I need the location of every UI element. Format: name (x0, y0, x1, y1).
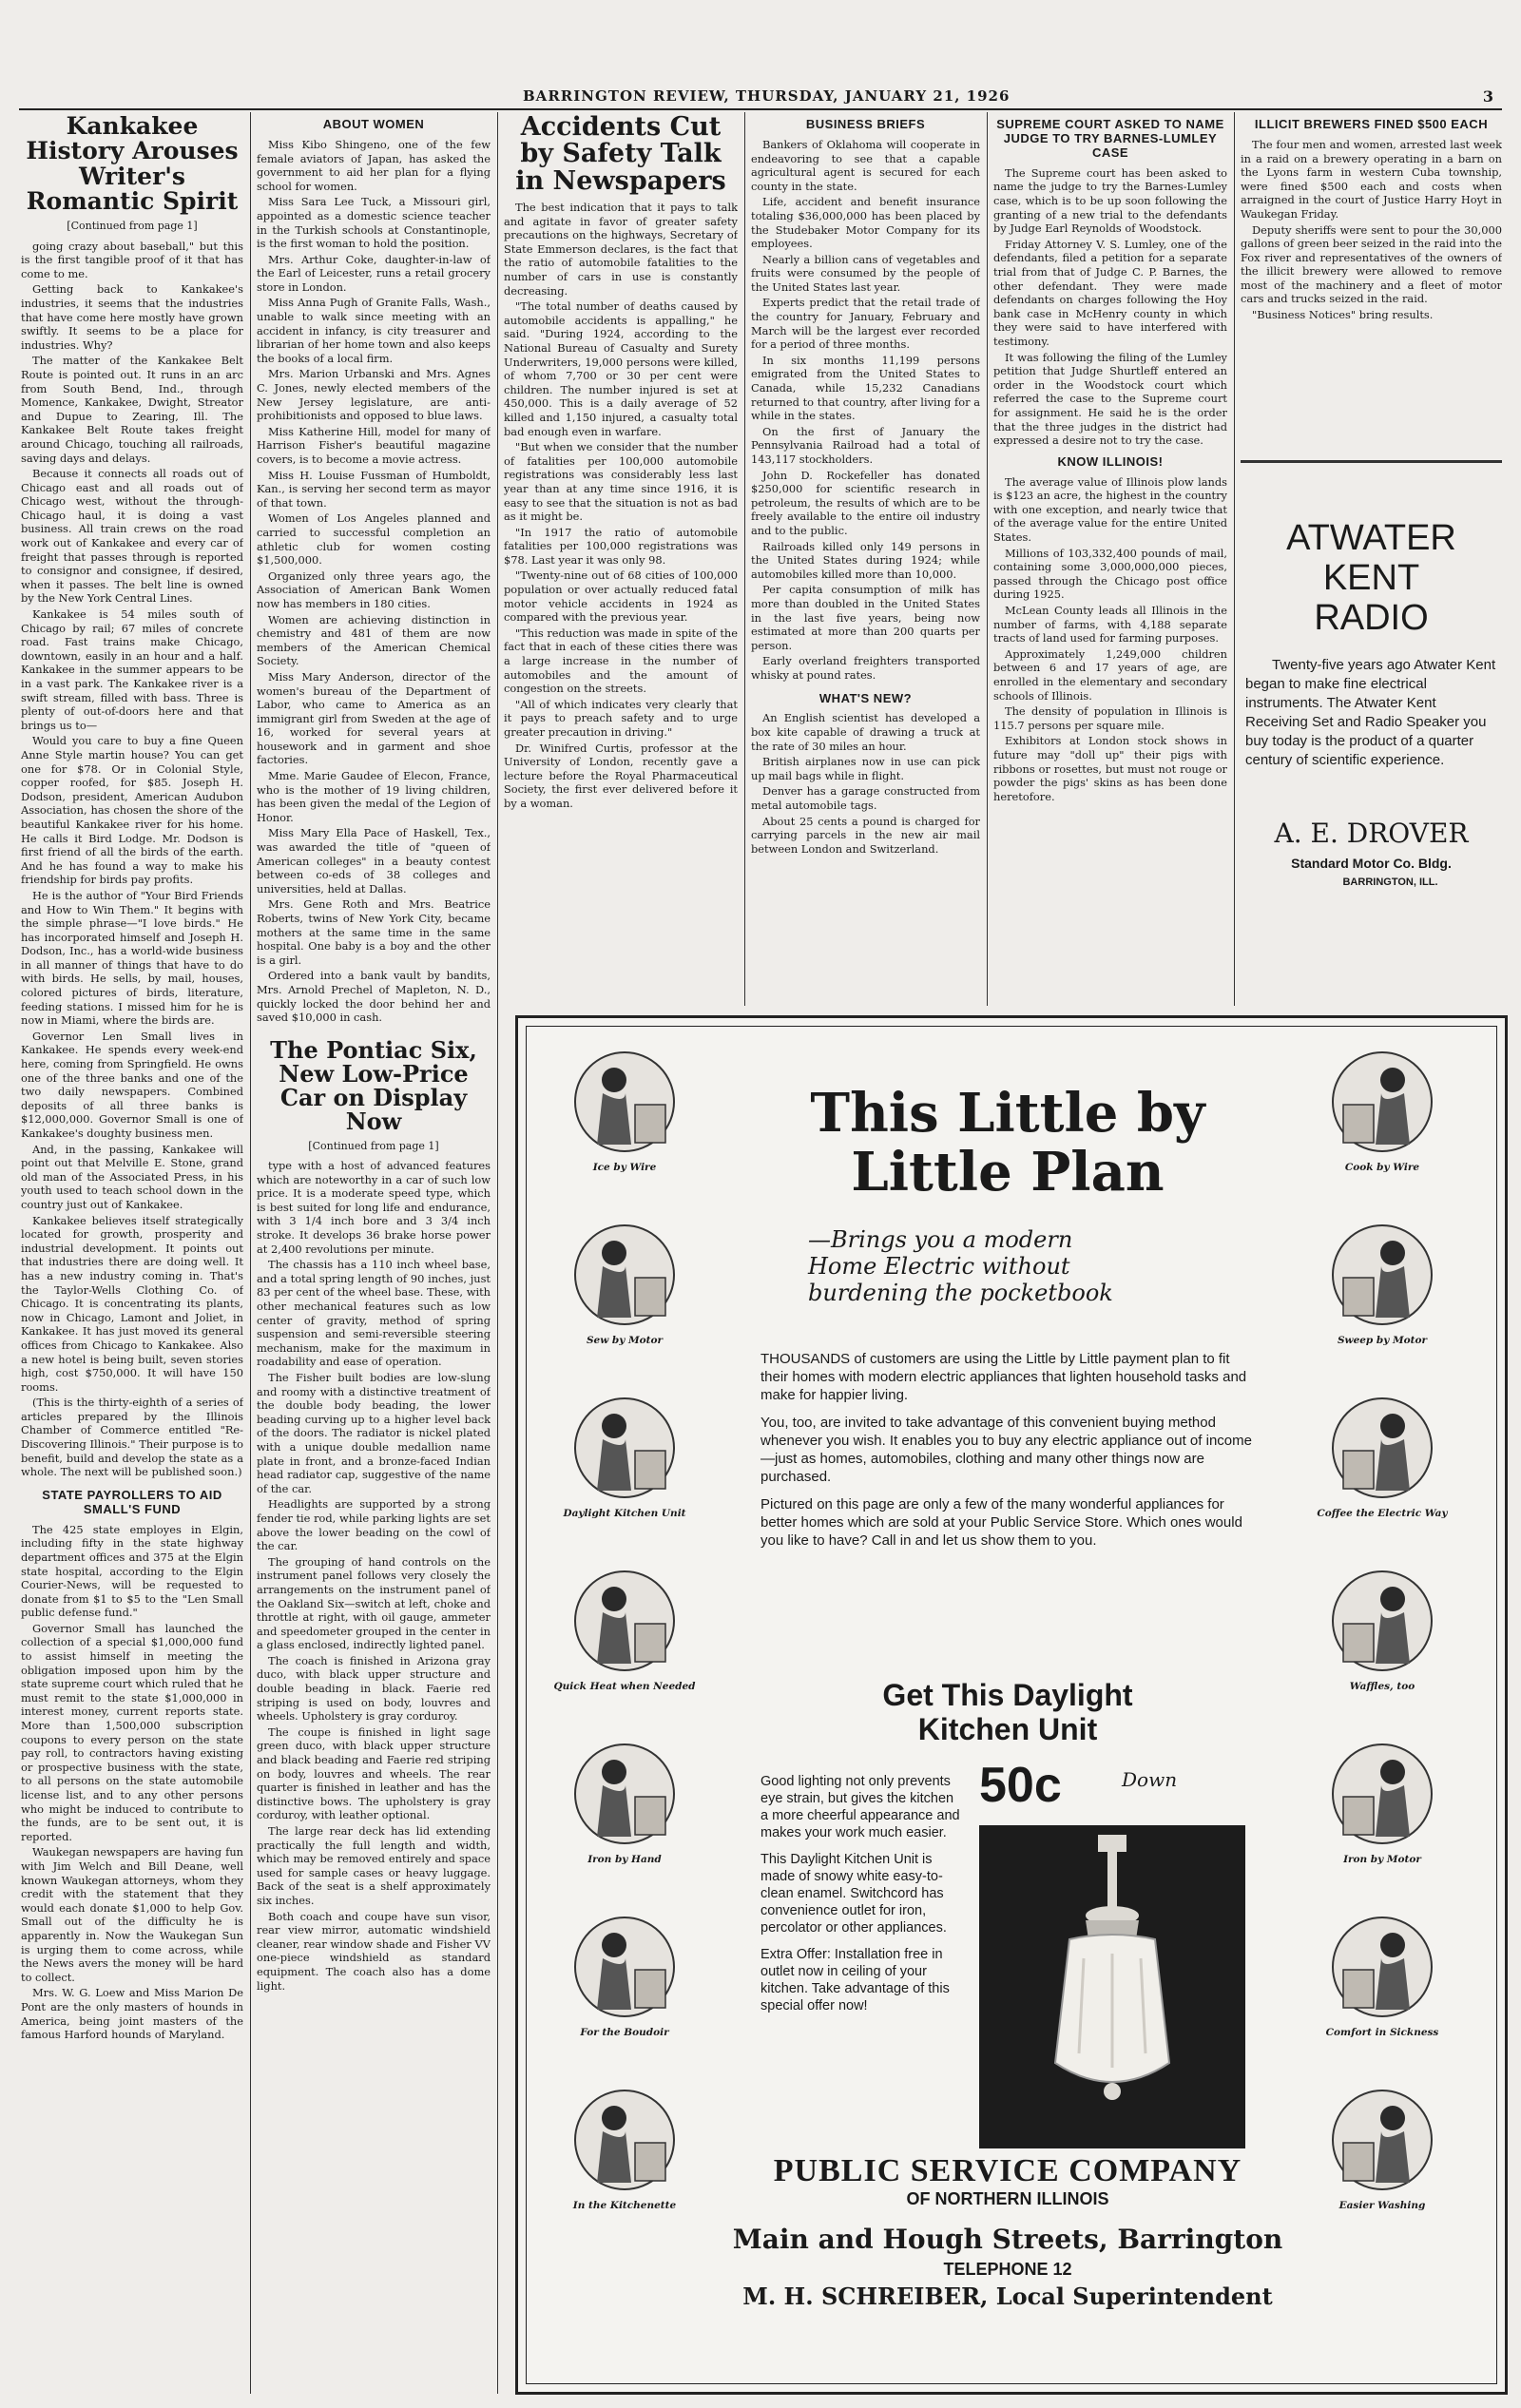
column-accidents (504, 114, 738, 1003)
women-body (257, 138, 491, 1025)
illustration-caption: Sew by Motor (586, 1335, 664, 1346)
accidents-body (504, 201, 738, 811)
column-rule (744, 112, 745, 1006)
paragraph: The average value of Illinois plow lands is $123 an acre, the highest in the country with one exception, and nearly twice that of the average value for the entire United States. (993, 474, 1227, 544)
paragraph: Miss Kibo Shingeno, one of the few female aviators of Japan, has asked the government to aid her plan for a flying school for women. (257, 137, 491, 193)
paragraph: Governor Small has launched the collection of a special $1,000,000 fund to assist himself in meeting the obligation imposed upon him by the state supreme court which ruled that he must remit to the state $1,000,000 in interest money, current reports state. More than 1,500,000 subscription coupons to every person on the state pay roll, to contractors having existing or prospective business with the state, to all persons on the state automobile license list, and to any other persons who might be induced to contribute to the funds, are to be sent out, it is reported. (21, 1621, 243, 1843)
paragraph: Exhibitors at London stock shows in future may "doll up" their pigs with ribbons or rosettes, but must not rouge or powder the pigs' skins as has been done heretofore. (993, 734, 1227, 803)
appliance-illustration (568, 1911, 681, 2023)
illustration-caption: In the Kitchenette (572, 2200, 677, 2211)
appliance-illustration (1326, 1738, 1438, 1850)
paragraph: Millions of 103,332,400 pounds of mail, containing some 3,000,000,000 pieces, passed through the Chicago post office during 1925. (993, 546, 1227, 602)
paragraph: "This reduction was made in spite of the fact that in each of these cities there was a large increase in the number of automobiles and the amount of congestion on the streets. (504, 626, 738, 696)
brewers-body (1241, 138, 1502, 322)
illustration-caption: Comfort in Sickness (1325, 2027, 1439, 2038)
column-women-pontiac (257, 114, 491, 2391)
continued-note: [Continued from page 1] (308, 1139, 439, 1152)
paragraph: "All of which indicates very clearly that it pays to preach safety and to urge greater precaution in driving." (504, 697, 738, 739)
paragraph: Deputy sheriffs were sent to pour the 30,000 gallons of green beer seized in the raid into the Fox river and representatives of the owners of the illicit brewery were allowed to remove most of the machinery and a fleet of motor cars and trucks seized in the raid. (1241, 222, 1502, 306)
paragraph: Kankakee is 54 miles south of Chicago by rail; 67 miles of concrete road. Fast trains make Chicago, downtown, easily in an hour and a half. Kankakee in the summer appears to be in a vast park. The Kankakee river is a swift stream, filled with bass. Three is plenty of out-of-doors here and that brings us to— (21, 607, 243, 732)
brewers-headline: ILLICIT BREWERS FINED $500 EACH (1254, 117, 1489, 131)
paragraph: Would you care to buy a fine Queen Anne Style martin house? You can get one for $78. Or in Colonial Style, copper roofed, for $85. Joseph H. Dodson, president, American Audubon Association, has chosen the shore of the beautiful Kankakee river for his home. He calls it Bird Lodge. Mr. Dodson is first friend of all the birds of the earth. And he has found a way to make his friendship for birds pay profits. (21, 734, 243, 887)
paragraph: McLean County leads all Illinois in the number of farms, with 4,188 separate tracts of land used for farming purposes. (993, 603, 1227, 645)
payrollers-headline: STATE PAYROLLERS TO AID SMALL'S FUND (42, 1487, 222, 1516)
paragraph: Miss Katherine Hill, model for many of Harrison Fisher's beautiful magazine covers, is to become a movie actress. (257, 424, 491, 466)
paragraph: Approximately 1,249,000 children between 6 and 17 years of age, are enrolled in the elementary and secondary schools of Illinois. (993, 646, 1227, 703)
paragraph: British airplanes now in use can pick up mail bags while in flight. (751, 755, 980, 782)
paragraph: The Fisher built bodies are low-slung and roomy with a distinctive treatment of the double body beading, the lower beading curving up to a higher level back of the doors. The radiator is nickel plated with a unique double medallion name plate in front, and a bronze-faced Indian head radiator cap, suggestive of the name of the car. (257, 1371, 491, 1495)
page-number: 3 (1482, 87, 1494, 106)
know-illinois-headline: KNOW ILLINOIS! (1057, 453, 1164, 469)
ad-subhead (808, 1226, 1207, 1306)
appliance-illustration (1326, 1046, 1438, 1158)
appliance-illustration (568, 1392, 681, 1504)
paragraph: Nearly a billion cans of vegetables and fruits were consumed by the people of the United States last year. (751, 252, 980, 294)
pontiac-body (257, 1159, 491, 1993)
paragraph: Bankers of Oklahoma will cooperate in endeavoring to see that a capable agricultural agent is secured for each county in the state. (751, 137, 980, 193)
paragraph: Women are achieving distinction in chemistry and 481 of them are now members of the American Chemical Society. (257, 612, 491, 668)
paragraph: Per capita consumption of milk has more than doubled in the United States in the last five years, being now estimated at more than 200 quarts per person. (751, 583, 980, 652)
whats-new-headline: WHAT'S NEW? (818, 690, 913, 705)
offer-price: 50c (979, 1758, 1062, 1813)
supreme-headline: SUPREME COURT ASKED TO NAME JUDGE TO TRY BARNES-LUMLEY CASE (996, 117, 1224, 160)
paragraph: type with a host of advanced features which are noteworthy in a car of such low price. It is a moderate speed type, which is best suited for long life and endurance, with 3 1/4 inch bore and 3 3/4 inch stroke. It develops 36 brake horse power at 2,400 revolutions per minute. (257, 1159, 491, 1256)
payrollers-body (21, 1523, 243, 2042)
whats-new-body (751, 711, 980, 856)
kitchen-lamp-illustration (979, 1825, 1245, 2148)
illustration-caption: Waffles, too (1349, 1681, 1415, 1692)
appliance-illustration (568, 1565, 681, 1677)
company-telephone: TELEPHONE 12 (943, 2260, 1072, 2279)
column-rule (987, 112, 988, 1006)
atwater-body: Twenty-five years ago Atwater Kent began to make fine electrical instruments. The Atwater Kent Receiving Set and Radio Speaker you buy today is the product of a quarter century of scientific experience. (1245, 657, 1496, 768)
ad-paragraph: Pictured on this page are only a few of the many wonderful appliances for better homes which are sold at your Public Service Store. Which ones would you like to have? Call in and let us show them to you. (760, 1496, 1242, 1549)
paragraph: Because it connects all roads out of Chicago east and all roads out of Chicago west, without the through-Chicago haul, it is doing a vast business. All train crews on the road work out of Kankakee and every car of freight that passes through is reported to consignor and consignee, if desired, when it passes. The belt line is owned by the New York Central Lines. (21, 467, 243, 606)
paragraph: Miss Mary Ella Pace of Haskell, Tex., was awarded the title of "queen of American colleges" in a beauty contest between co-eds of 38 colleges and universities, held at Dallas. (257, 826, 491, 896)
illustration-caption: For the Boudoir (580, 2027, 669, 2038)
ad-headline: This Little by Little Plan (810, 1082, 1205, 1204)
appliance-illustration (568, 2084, 681, 2196)
offer-headline-line: Get This Daylight (882, 1678, 1133, 1712)
appliance-illustration (568, 1219, 681, 1331)
appliance-illustration (568, 1738, 681, 1850)
atwater-town: BARRINGTON, ILL. (1342, 877, 1438, 888)
illustration-caption: Sweep by Motor (1337, 1335, 1428, 1346)
paragraph: Ordered into a bank vault by bandits, Mrs. Arnold Prechel of Mapleton, N. D., quickly locked the door behind her and saved $10,000 in cash. (257, 969, 491, 1025)
paragraph: Friday Attorney V. S. Lumley, one of the defendants, filed a petition for a separate trial from that of Judge C. P. Barnes, the other defendant. They were made defendants on charges following the Hoy bank case in McHenry county in which they were said to have interfered with testimony. (993, 237, 1227, 348)
paragraph: Mme. Marie Gaudee of Elecon, France, who is the mother of 19 living children, has been given the medal of the Legion of Honor. (257, 769, 491, 824)
paragraph: "In 1917 the ratio of automobile fatalities per 100,000 registrations was $78. Last year it was only 98. (504, 525, 738, 567)
paragraph: "The total number of deaths caused by automobile accidents is appalling," he said. "During 1924, according to the National Bureau of Casualty and Surety Underwriters, 19,000 persons were killed, of whom 7,700 or 30 per cent were children. The number injured is set at 450,000. This is a daily average of 52 killed and 1,150 injured, a casualty total bad enough even in warfare. (504, 299, 738, 438)
offer-headline (760, 1678, 1255, 1746)
paragraph: The 425 state employes in Elgin, including fifty in the state highway department offices and 375 at the Elgin state hospital, according to the Elgin Courier-News, will be requested to donate from $1 to $5 to the "Len Small public defense fund." (21, 1522, 243, 1620)
paragraph: Mrs. Arthur Coke, daughter-in-law of the Earl of Leicester, runs a retail grocery store in London. (257, 252, 491, 294)
divider (1241, 460, 1502, 463)
paragraph: He is the author of "Your Bird Friends and How to Win Them." It begins with the simple phrase—"I love birds." He has incorporated himself and Joseph H. Dodson, Inc., has a world-wide business in all manner of things that have to do with birds. He sells, by mail, houses, colored pictures of birds, literature, feeding stations. I missed him for he is now in Miami, where the birds are. (21, 888, 243, 1028)
paragraph: Dr. Winifred Curtis, professor at the University of London, recently gave a lecture before the Royal Pharmaceutical Society, the first ever delivered before it by a woman. (504, 741, 738, 810)
paragraph: Organized only three years ago, the Association of American Bank Women now has members in 180 cities. (257, 568, 491, 610)
pontiac-headline: The Pontiac Six, New Low-Price Car on Display Now (270, 1035, 477, 1136)
column-rule (497, 112, 498, 2394)
column-rule (1234, 112, 1235, 1006)
paragraph: On the first of January the Pennsylvania Railroad had a total of 143,117 stockholders. (751, 424, 980, 466)
paragraph: Miss Anna Pugh of Granite Falls, Wash., unable to walk since meeting with an accident in infancy, is city treasurer and librarian of her home town and also keeps the books of a local firm. (257, 296, 491, 365)
paragraph: Getting back to Kankakee's industries, it seems that the industries that have come here mostly have grown swiftly. It seems to be a place for industries. Why? (21, 282, 243, 352)
paragraph: Kankakee believes itself strategically located for growth, prosperity and industrial development. It points out that industries there are doing well. It has a new industry coming in. That's the Taylor-Wells Clothing Co. of Chicago. It is concentrating its plants, now in Chicago, Lamont and Joliet, in Kankakee. It has just moved its general offices from Chicago to Kankakee. Also a new hotel is being built, seven stories high, cost $750,000. It will have 150 rooms. (21, 1213, 243, 1394)
appliance-illustration (1326, 2084, 1438, 2196)
paragraph: The four men and women, arrested last week in a raid on a brewery operating in a barn on the Lyons farm in western Cuba township, were fined $500 each and costs when arraigned in the court of Justice Harry Hoyt in Waukegan Friday. (1241, 137, 1502, 221)
paragraph: The chassis has a 110 inch wheel base, and a total spring length of 90 inches, just 83 per cent of the wheel base. These, with other mechanical features such as low center of gravity, method of spring suspension and semi-reversible steering mechanism, make for the maximum in roadability and ease of operation. (257, 1258, 491, 1369)
paragraph: Mrs. Marion Urbanski and Mrs. Agnes C. Jones, newly elected members of the New Jersey legislature, are anti-prohibitionists and opposed to blue laws. (257, 367, 491, 423)
company-superintendent: M. H. SCHREIBER, Local Superintendent (742, 2283, 1273, 2310)
atwater-address: Standard Motor Co. Bldg. (1291, 856, 1452, 871)
ad-paragraph: THOUSANDS of customers are using the Little by Little payment plan to fit their homes with modern electric appliances that lighten household tasks and make for happier living. (760, 1351, 1247, 1403)
business-body (751, 138, 980, 683)
illustration-caption: Cook by Wire (1344, 1162, 1420, 1173)
paragraph: "Business Notices" bring results. (1252, 308, 1434, 322)
women-headline: ABOUT WOMEN (322, 117, 425, 131)
paragraph: Early overland freighters transported whisky at pound rates. (751, 654, 980, 682)
offer-price-suffix: Down (1122, 1768, 1178, 1791)
paragraph: The grouping of hand controls on the instrument panel follows very closely the arrangements on the instrument panel of the Oakland Six—switch at left, choke and throttle at right, with oil gauge, ammeter and speedometer grouped in the center in a glass enclosed, indirectly lighted panel. (257, 1554, 491, 1652)
kankakee-headline: Kankakee History Arouses Writer's Romantic Spirit (26, 114, 239, 215)
appliance-illustration (1326, 1392, 1438, 1504)
supreme-body (993, 166, 1227, 448)
column-kankakee (21, 114, 243, 2391)
illustration-caption: Easier Washing (1338, 2200, 1426, 2211)
offer-paragraph: This Daylight Kitchen Unit is made of snowy white easy-to-clean enamel. Switchcord has convenience outlet for iron, percolator or other appliances. (760, 1852, 947, 1936)
paragraph: "Twenty-nine out of 68 cities of 100,000 population or over actually reduced fatal motor vehicle accidents in 1924 as compared with the previous year. (504, 568, 738, 625)
business-headline: BUSINESS BRIEFS (805, 117, 926, 131)
paragraph: The matter of the Kankakee Belt Route is pointed out. It runs in an arc from South Bend, Ind., through Momence, Kankakee, Dwight, Streator and Dupue to Zearing, Ill. The Kankakee Belt Route takes freight around Chicago, touching all railroads, saving days and delays. (21, 354, 243, 465)
dateline: BARRINGTON REVIEW, THURSDAY, JANUARY 21, 1926 (523, 87, 1011, 105)
paragraph: Miss Mary Anderson, director of the women's bureau of the Department of Labor, who came to America as an immigrant girl from Sweden at the age of 16, worked for several years at housework and in garment and shoe factories. (257, 669, 491, 767)
appliance-illustration (1326, 1219, 1438, 1331)
paragraph: Waukegan newspapers are having fun with Jim Welch and Bill Deane, well known Waukegan attorneys, whom they credit with the statement that they would each donate $1,000 to help Gov. Small out of the difficulty he is apparently in. Now the Waukegan Sun is urging them to come across, while the News avers the money will be hard to collect. (21, 1845, 243, 1984)
illustration-caption: Coffee the Electric Way (1317, 1508, 1448, 1519)
ad-paragraph: You, too, are invited to take advantage of this convenient buying method whenever you wish. It enables you to buy any electric appliance out of income—just as homes, automobiles, clothing and many other things now are purchased. (760, 1415, 1252, 1485)
appliance-illustration (1326, 1911, 1438, 2023)
appliance-illustration (1326, 1565, 1438, 1677)
paragraph: And, in the passing, Kankakee will point out that Melville E. Stone, grand old man of the Associated Press, in his youth used to teach school down in the country just out of Kankakee. (21, 1142, 243, 1211)
illustration-caption: Ice by Wire (592, 1162, 657, 1173)
continued-note: [Continued from page 1] (67, 220, 198, 232)
atwater-dealer: A. E. DROVER (1274, 818, 1469, 849)
paragraph: Mrs. Gene Roth and Mrs. Beatrice Roberts, twins of New York City, became mothers at the same time in the same hospital. One baby is a boy and the other is a girl. (257, 897, 491, 967)
paragraph: Miss Sara Lee Tuck, a Missouri girl, appointed as a domestic science teacher in the Turkish schools at Constantinople, is the first woman to hold the position. (257, 195, 491, 251)
paragraph: Headlights are supported by a strong fender tie rod, while parking lights are set above the lower beading on the cowl of the car. (257, 1497, 491, 1553)
paragraph: John D. Rockefeller has donated $250,000 for scientific research in petroleum, the results of which are to be freely available to the entire oil industry and to the public. (751, 468, 980, 537)
paragraph: Denver has a garage constructed from metal automobile tags. (751, 784, 980, 812)
ad-body (760, 1350, 1255, 1559)
paragraph: Mrs. W. G. Loew and Miss Marion De Pont are the only masters of hounds in America, being joint masters of the famous Harford hounds of Maryland. (21, 1986, 243, 2042)
paragraph: Women of Los Angeles planned and carried to successful completion an athletic club for women costing $1,500,000. (257, 511, 491, 568)
paragraph: An English scientist has developed a box kite capable of drawing a truck at the rate of 30 miles an hour. (751, 711, 980, 753)
paragraph: Miss H. Louise Fussman of Humboldt, Kan., is serving her second term as mayor of that town. (257, 468, 491, 510)
paragraph: The Supreme court has been asked to name the judge to try the Barnes-Lumley case, which is to be up soon following the granting of a new trial to the defendants by Judge Earl Reynolds of Woodstock. (993, 165, 1227, 236)
ad-subhead-line: —Brings you a modern (808, 1226, 1073, 1253)
paragraph: "But when we consider that the number of fatalities per 100,000 automobile registrations was considerably less last year than at any time since 1916, it is easy to see that the situation is not as bad as it might be. (504, 440, 738, 524)
paragraph: The density of population in Illinois is 115.7 persons per square mile. (993, 704, 1227, 732)
accidents-headline: Accidents Cut by Safety Talk in Newspapers (515, 114, 726, 196)
column-business (751, 114, 980, 1003)
illustration-caption: Iron by Motor (1343, 1854, 1421, 1865)
offer-paragraph: Good lighting not only prevents eye strain, but gives the kitchen a more cheerful appearance and makes your work much easier. (760, 1774, 960, 1840)
paragraph: going crazy about baseball," but this is the first tangible proof of it that has come to me. (21, 239, 243, 280)
offer-headline-line: Kitchen Unit (917, 1712, 1098, 1746)
paragraph: In six months 11,199 persons emigrated from the United States to Canada, while 15,232 Canadians returned to that country, after living for a while in the states. (751, 353, 980, 423)
paragraph: The best indication that it pays to talk and agitate in favor of greater safety precautions on the highways, Secretary of State Emmerson declares, is the fact that the ratio of automobile fatalities to the number of cars in use is constantly decreasing. (504, 201, 738, 298)
offer-body (760, 1773, 965, 2024)
paragraph: Experts predict that the retail trade of the country for January, February and March will be the largest ever recorded for a period of three months. (751, 296, 980, 352)
offer-paragraph: Extra Offer: Installation free in outlet now in ceiling of your kitchen. Take advantage of this special offer now! (760, 1947, 950, 2013)
appliance-illustration (568, 1046, 681, 1158)
paragraph: The coach is finished in Arizona gray duco, with black upper structure and double beading in black. Faerie red striping is used on body, louvres and wheels. Upholstery is gray corduroy. (257, 1653, 491, 1724)
atwater-title-2: KENT (1322, 558, 1420, 598)
paragraph: About 25 cents a pound is charged for carrying parcels in the new air mail between London and Switzerland. (751, 814, 980, 856)
column-rule (250, 112, 251, 2394)
know-illinois-body (993, 475, 1227, 804)
paragraph: (This is the thirty-eighth of a series of articles prepared by the Illinois Chamber of Commerce entitled "Re-Discovering Illinois." Their purpose is to benefit, build and develop the state as a whole. The next will be published soon.) (21, 1396, 243, 1479)
atwater-title-3: RADIO (1314, 598, 1429, 638)
kankakee-body (21, 240, 243, 1479)
atwater-title-1: ATWATER (1286, 518, 1456, 558)
paragraph: Railroads killed only 149 persons in the United States during 1924; while automobiles killed more than 10,000. (751, 539, 980, 581)
paragraph: Governor Len Small lives in Kankakee. He spends every week-end here, coming from Springfield. He owns one of the three banks and one of the two daily newspapers. Combined deposits of all three banks is $12,000,000. Governor Small is one of Kankakee's doughty business men. (21, 1029, 243, 1140)
company-subtitle: OF NORTHERN ILLINOIS (906, 2189, 1109, 2208)
column-supreme-court (993, 114, 1227, 1003)
company-address: Main and Hough Streets, Barrington (732, 2224, 1283, 2255)
illustration-caption: Quick Heat when Needed (553, 1681, 696, 1692)
column-brewers (1241, 114, 1502, 456)
illustration-caption: Daylight Kitchen Unit (563, 1508, 686, 1519)
illustration-caption: Iron by Hand (587, 1854, 662, 1865)
paragraph: Both coach and coupe have sun visor, rear view mirror, automatic windshield cleaner, rear window shade and Fisher VV one-piece windshield as standard equipment. The coach also has a dome light. (257, 1909, 491, 1993)
paragraph: The large rear deck has lid extending practically the full length and width, which may be removed entirely and space used for sample cases or heavy luggage. Back of the seat is a shelf approximately six inches. (257, 1824, 491, 1907)
paragraph: The coupe is finished in light sage green duco, with black upper structure and black beading and Faerie red striping on body, louvres and wheels. The rear quarter is finished in leather and has the distinctive bows. The upholstery is gray corduroy, with leather optional. (257, 1724, 491, 1822)
paragraph: Life, accident and benefit insurance totaling $36,000,000 has been placed by the Studebaker Motor Company for its employees. (751, 195, 980, 251)
masthead (19, 87, 1502, 110)
ad-subhead-line: Home Electric without (808, 1253, 1070, 1280)
company-name: PUBLIC SERVICE COMPANY (773, 2153, 1242, 2188)
paragraph: It was following the filing of the Lumley petition that Judge Shurtleff entered an order in the Woodstock court which referred the case to the Supreme court for assignment. He said he is the order that the three judges in the district had expressed a desire not to try the case. (993, 350, 1227, 448)
ad-subhead-line: burdening the pocketbook (808, 1280, 1113, 1306)
